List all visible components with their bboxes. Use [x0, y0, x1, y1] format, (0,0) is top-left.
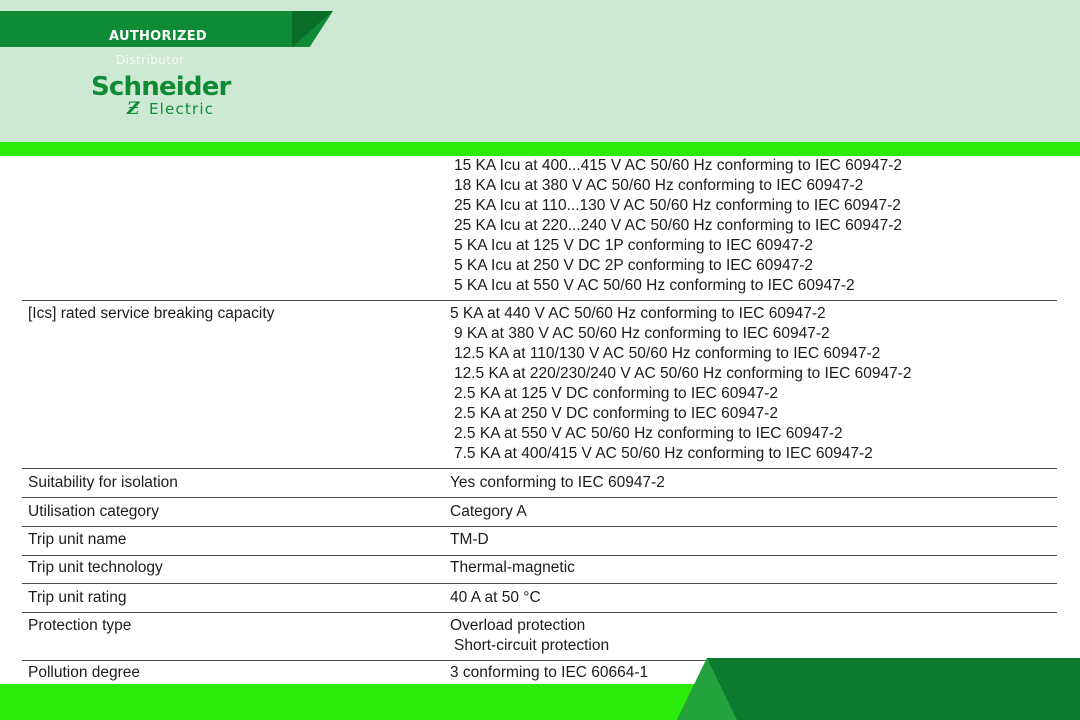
table-row: [22, 497, 1057, 526]
icu-value: 5 KA Icu at 550 V AC 50/60 Hz conforming to IEC 60947-2: [454, 277, 855, 294]
row-label: Utilisation category: [28, 503, 159, 520]
row-value: 12.5 KA at 110/130 V AC 50/60 Hz conforming to IEC 60947-2: [454, 345, 881, 362]
row-label: Trip unit technology: [28, 559, 163, 576]
icu-value: 18 KA Icu at 380 V AC 50/60 Hz conforming to IEC 60947-2: [454, 177, 864, 194]
row-value: 40 A at 50 °C: [450, 589, 541, 606]
distributor-label: Distributor: [116, 53, 185, 67]
row-values: [450, 502, 527, 522]
row-label: Trip unit name: [28, 531, 127, 548]
icu-continued-values: [454, 156, 902, 296]
row-value: 3 conforming to IEC 60664-1: [450, 664, 649, 681]
row-label: Pollution degree: [28, 664, 141, 681]
row-value: Category A: [450, 503, 527, 520]
row-value: 12.5 KA at 220/230/240 V AC 50/60 Hz conforming to IEC 60947-2: [454, 365, 912, 382]
row-value: 7.5 KA at 400/415 V AC 50/60 Hz conforming to IEC 60947-2: [454, 445, 873, 462]
icu-value: 5 KA Icu at 250 V DC 2P conforming to IEC 60947-2: [454, 257, 814, 274]
logo-subtitle: Electric: [149, 100, 215, 118]
row-values: [450, 663, 648, 683]
row-value: 2.5 KA at 250 V DC conforming to IEC 60947-2: [454, 405, 778, 422]
logo-symbol-icon: Ƶ: [127, 99, 140, 119]
authorized-label: AUTHORIZED: [109, 29, 207, 44]
row-values: [450, 588, 541, 608]
footer-accent-block: [677, 658, 1080, 720]
header-divider-bar: [0, 142, 1080, 156]
row-value: Yes conforming to IEC 60947-2: [450, 474, 665, 491]
row-label: Suitability for isolation: [28, 474, 178, 491]
logo-wordmark: Schneider: [91, 72, 231, 102]
row-values: [450, 304, 912, 464]
icu-value: 15 KA Icu at 400...415 V AC 50/60 Hz conforming to IEC 60947-2: [454, 157, 903, 174]
table-row: [22, 583, 1057, 612]
row-label: [Ics] rated service breaking capacity: [28, 305, 275, 322]
table-row: [22, 300, 1057, 468]
icu-value: 25 KA Icu at 110...130 V AC 50/60 Hz conforming to IEC 60947-2: [454, 197, 901, 214]
row-value: Thermal-magnetic: [450, 559, 575, 576]
row-label: Trip unit rating: [28, 589, 127, 606]
row-value: 2.5 KA at 550 V AC 50/60 Hz conforming to IEC 60947-2: [454, 425, 843, 442]
row-value: 2.5 KA at 125 V DC conforming to IEC 60947-2: [454, 385, 778, 402]
table-row: [22, 468, 1057, 497]
row-values: [450, 530, 489, 550]
row-value: Overload protection: [450, 617, 586, 634]
row-value: TM-D: [450, 531, 489, 548]
row-value: 5 KA at 440 V AC 50/60 Hz conforming to IEC 60947-2: [450, 305, 826, 322]
table-row: [22, 612, 1057, 660]
row-values: [450, 616, 609, 656]
row-value: Short-circuit protection: [454, 637, 610, 654]
icu-value: 5 KA Icu at 125 V DC 1P conforming to IEC 60947-2: [454, 237, 814, 254]
row-label: Protection type: [28, 617, 132, 634]
row-values: [450, 473, 665, 493]
icu-value: 25 KA Icu at 220...240 V AC 50/60 Hz conforming to IEC 60947-2: [454, 217, 903, 234]
row-values: [450, 558, 575, 578]
table-row: [22, 555, 1057, 583]
table-row: [22, 526, 1057, 555]
row-value: 9 KA at 380 V AC 50/60 Hz conforming to IEC 60947-2: [454, 325, 830, 342]
